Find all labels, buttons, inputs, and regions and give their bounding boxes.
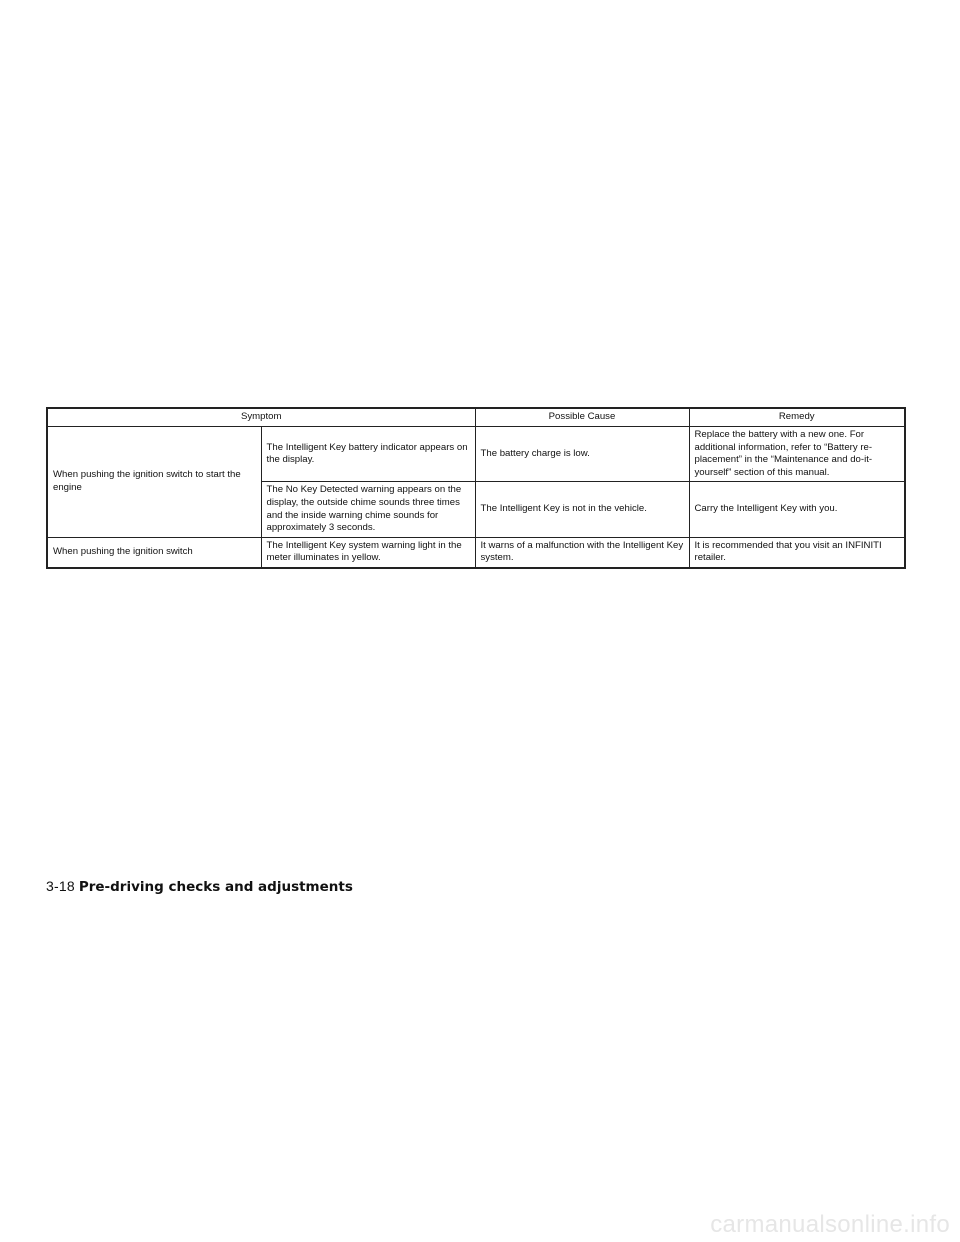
cause-cell: The battery charge is low. <box>475 427 689 482</box>
header-symptom: Symptom <box>47 408 475 427</box>
table-row <box>47 537 905 568</box>
header-possible-cause: Possible Cause <box>475 408 689 427</box>
cause-cell: It warns of a malfunction with the Intelligent Key system. <box>475 537 689 568</box>
indicator-cell: The Intelligent Key system warning light in the meter illuminates in yellow. <box>261 537 475 568</box>
page-footer <box>46 877 353 896</box>
remedy-cell: It is recommended that you visit an INFINITI retailer. <box>689 537 905 568</box>
cause-cell: The Intelligent Key is not in the vehicle. <box>475 482 689 537</box>
table-header-row <box>47 408 905 427</box>
remedy-cell: Carry the Intelligent Key with you. <box>689 482 905 537</box>
section-title: Pre-driving checks and adjustments <box>78 879 353 895</box>
symptom-cell: When pushing the ignition switch <box>47 537 261 568</box>
header-remedy: Remedy <box>689 408 905 427</box>
page-number: 3-18 <box>46 878 75 894</box>
symptom-cell: When pushing the ignition switch to start the engine <box>47 427 261 538</box>
indicator-cell: The No Key Detected warning appears on the display, the outside chime sounds three times and the inside warning chime sounds for approximately 3 seconds. <box>261 482 475 537</box>
remedy-cell: Replace the battery with a new one. For additional information, refer to “Battery re- placement” in the “Maintenance and do-it- yourself” section of this manual. <box>689 427 905 482</box>
watermark: carmanualsonline.info <box>710 1211 950 1238</box>
indicator-cell: The Intelligent Key battery indicator appears on the display. <box>261 427 475 482</box>
table-row <box>47 427 905 482</box>
troubleshooting-table <box>46 407 906 569</box>
